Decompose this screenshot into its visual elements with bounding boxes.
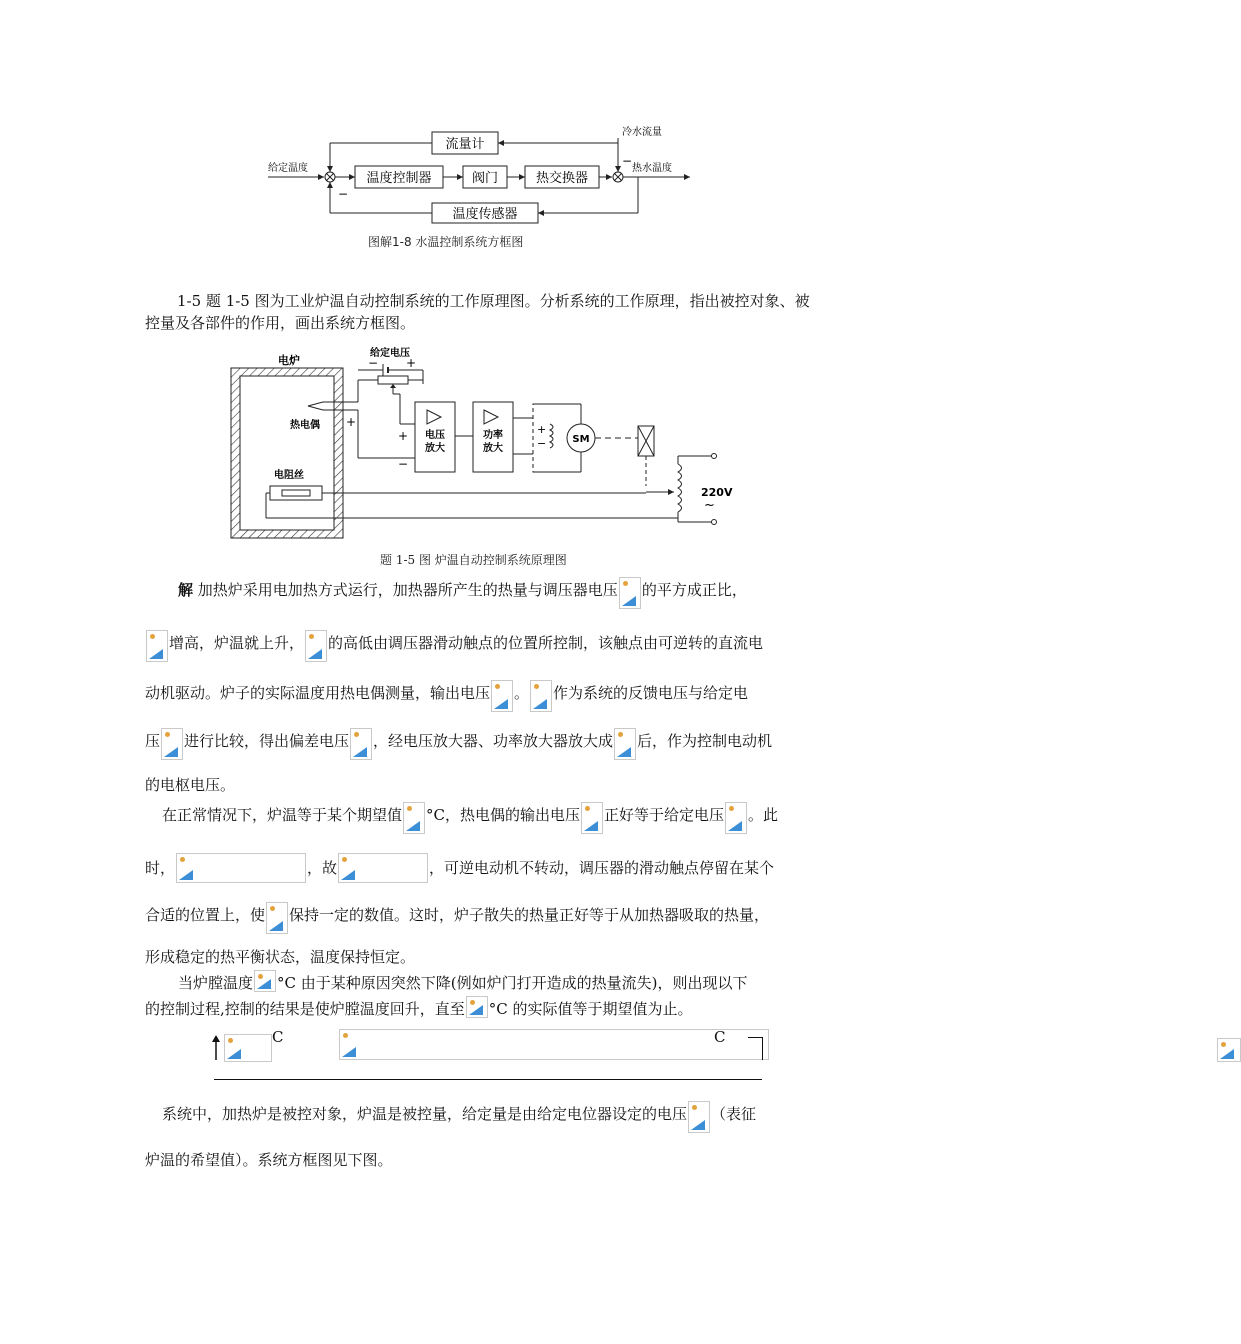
answer-line-3-text-b: 。 xyxy=(514,684,530,702)
flow-meter-label: 流量计 xyxy=(445,137,485,152)
para2-line-2-text-a: 时， xyxy=(145,859,176,877)
motor-minus: − xyxy=(537,437,547,450)
set-voltage-plus: + xyxy=(406,356,417,370)
para2-text-a: 在正常情况下，炉温等于某个期望值 xyxy=(162,806,403,824)
para2-line-4: 形成稳定的热平衡状态，温度保持恒定。 xyxy=(145,948,416,966)
hot-water-temperature-label: 热水温度 xyxy=(632,163,672,174)
para3-text-a: 当炉膛温度 xyxy=(178,974,254,992)
problem-statement: 1-5 题 1-5 图为工业炉温自动控制系统的工作原理图。分析系统的工作原理，指出被控对象、被控量及各部件的作用，画出系统方框图。 xyxy=(145,292,810,332)
formula-image xyxy=(725,802,747,834)
servo-motor-label: SM xyxy=(572,434,590,445)
answer-line-1-text-b: 的平方成正比， xyxy=(641,581,747,599)
figure2-caption: 题 1-5 图 炉温自动控制系统原理图 xyxy=(380,553,567,567)
answer-line-4 xyxy=(145,728,772,760)
thermocouple-label: 热电偶 xyxy=(290,420,320,431)
formula-image xyxy=(688,1101,710,1133)
amp-input-plus: + xyxy=(398,429,409,443)
formula-image xyxy=(1217,1038,1241,1062)
furnace-control-schematic xyxy=(228,346,733,540)
set-voltage-label: 给定电压 xyxy=(370,348,410,359)
para3-line-2-text-b: °C 的实际值等于期望值为止。 xyxy=(488,1000,693,1018)
process-letter-c1: C xyxy=(272,1028,284,1046)
answer-line-3-text-a: 动机驱动。炉子的实际温度用热电偶测量，输出电压 xyxy=(145,684,491,702)
svg-text:~: ~ xyxy=(704,498,715,513)
formula-image xyxy=(614,728,636,760)
answer-line-3 xyxy=(145,680,748,712)
valve-label: 阀门 xyxy=(471,171,499,186)
para2-text-c: 正好等于给定电压 xyxy=(604,806,725,824)
formula-image xyxy=(403,802,425,834)
temperature-sensor-label: 温度传感器 xyxy=(452,207,518,222)
set-temperature-label: 给定温度 xyxy=(268,163,308,174)
process-underline xyxy=(214,1079,762,1080)
answer-line-2-text-a: 增高，炉温就上升， xyxy=(169,634,305,652)
formula-image xyxy=(619,577,641,609)
amplifier-label-line: 功率 xyxy=(483,430,503,441)
answer-label: 解 xyxy=(178,581,194,599)
answer-line-5: 的电枢电压。 xyxy=(145,776,236,794)
motor-plus: + xyxy=(537,423,547,436)
thermocouple-plus: + xyxy=(346,415,357,429)
cold-water-flow-label: 冷水流量 xyxy=(622,127,662,138)
formula-image xyxy=(146,630,168,662)
para2-text-b: °C，热电偶的输出电压 xyxy=(426,806,580,824)
formula-image xyxy=(466,996,488,1018)
resistance-wire-label: 电阻丝 xyxy=(274,470,304,481)
formula-image xyxy=(224,1034,272,1062)
para3-line-2 xyxy=(145,996,693,1019)
amplifier-label-line: 放大 xyxy=(483,443,503,454)
formula-image xyxy=(581,802,603,834)
para2-text-d: 。此 xyxy=(748,806,779,824)
formula-image xyxy=(161,728,183,760)
potentiometer xyxy=(378,376,408,384)
process-letter-c2: C xyxy=(714,1028,726,1046)
water-temperature-block-diagram xyxy=(260,120,700,225)
formula-image xyxy=(305,630,327,662)
formula-image xyxy=(176,853,306,883)
answer-line-3-text-c: 作为系统的反馈电压与给定电 xyxy=(553,684,749,702)
set-voltage-minus: − xyxy=(368,356,379,370)
para2-line-3-text-a: 合适的位置上，使 xyxy=(145,906,266,924)
up-arrow xyxy=(210,1034,222,1060)
amp-input-minus: − xyxy=(398,457,409,471)
answer-line-2 xyxy=(145,630,763,662)
formula-image xyxy=(254,970,276,992)
answer-line-1-text: 加热炉采用电加热方式运行，加热器所产生的热量与调压器电压 xyxy=(197,581,618,599)
minus-sign-left: − xyxy=(338,187,349,201)
formula-image xyxy=(339,1029,769,1060)
answer-line-4-text-a: 压 xyxy=(145,732,161,750)
para3-line-1 xyxy=(178,970,747,993)
para3-line-2-text-a: 的控制过程,控制的结果是使炉膛温度回升，直至 xyxy=(145,1000,465,1018)
formula-image xyxy=(338,853,428,883)
minus-sign-right: − xyxy=(622,154,633,168)
process-bracket xyxy=(748,1037,763,1060)
answer-line-4-text-b: 进行比较，得出偏差电压 xyxy=(184,732,350,750)
temperature-controller-label: 温度控制器 xyxy=(366,171,432,186)
para2-line-2-text-b: ，故 xyxy=(307,859,338,877)
para2-line-3-text-b: 保持一定的数值。这时，炉子散失的热量正好等于从加热器吸取的热量， xyxy=(289,906,770,924)
furnace-label: 电炉 xyxy=(278,354,300,367)
answer-line-2-text-b: 的高低由调压器滑动触点的位置所控制，该触点由可逆转的直流电 xyxy=(328,634,764,652)
heat-exchanger-label: 热交换器 xyxy=(535,171,589,186)
v220-label: 220V xyxy=(701,486,733,499)
formula-image xyxy=(530,680,552,712)
formula-image xyxy=(266,902,288,934)
answer-line-1 xyxy=(178,577,747,609)
formula-image xyxy=(350,728,372,760)
answer-line-4-text-c: ，经电压放大器、功率放大器放大成 xyxy=(373,732,614,750)
answer-line-4-text-d: 后，作为控制电动机 xyxy=(637,732,773,750)
para2-line-3 xyxy=(145,902,769,934)
figure1-caption: 图解1-8 水温控制系统方框图 xyxy=(368,235,524,249)
para4-text-b: （表征 xyxy=(711,1105,757,1123)
para3-text-b: °C 由于某种原因突然下降(例如炉门打开造成的热量流失)，则出现以下 xyxy=(277,974,748,992)
formula-image xyxy=(491,680,513,712)
amplifier-label-line: 放大 xyxy=(425,443,445,454)
para4-text-a: 系统中，加热炉是被控对象，炉温是被控量，给定量是由给定电位器设定的电压 xyxy=(162,1105,688,1123)
para4-line-1 xyxy=(162,1101,756,1133)
para2-line-1 xyxy=(162,802,778,834)
para4-line-2: 炉温的希望值）。系统方框图见下图。 xyxy=(145,1151,393,1169)
amplifier-label-line: 电压 xyxy=(425,430,445,441)
para2-line-2-text-c: ，可逆电动机不转动，调压器的滑动触点停留在某个 xyxy=(429,859,775,877)
para2-line-2 xyxy=(145,853,774,883)
